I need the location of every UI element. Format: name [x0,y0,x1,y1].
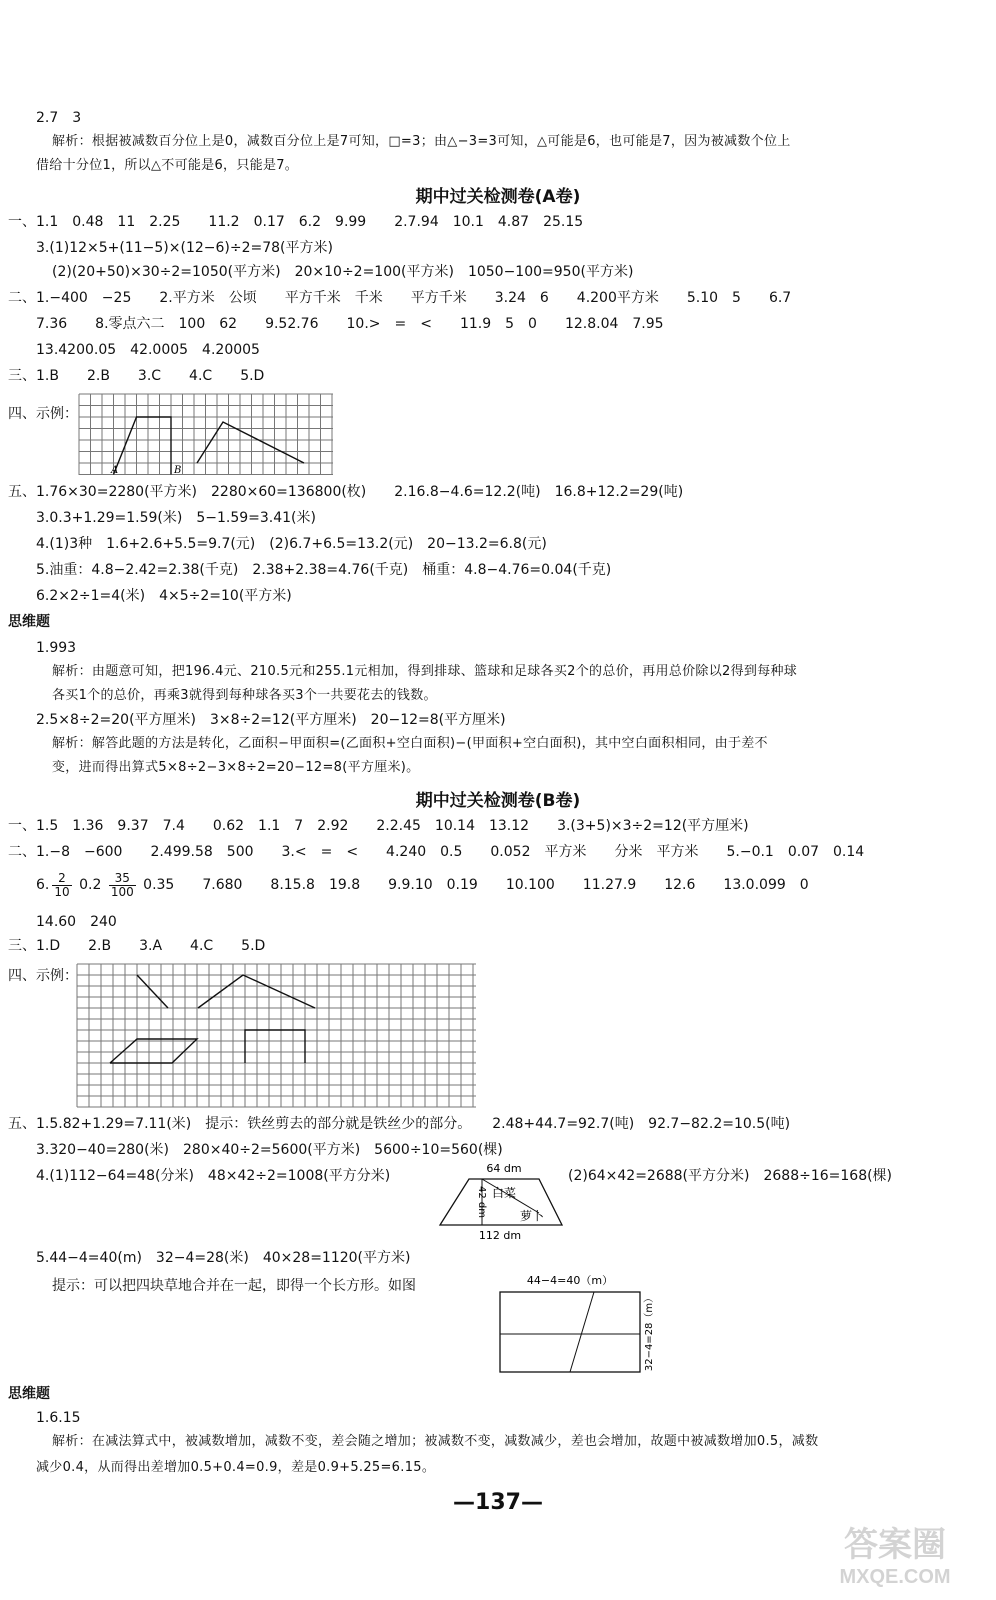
trapezoid-shape [245,1030,305,1063]
answer-line: 6.2×2÷1=4(米) 4×5÷2=10(平方米) [36,588,292,604]
slanted-divider [570,1292,594,1372]
hint-line: 提示：可以把四块草地合并在一起，即得一个长方形。如图 [52,1278,416,1294]
answer-line: 7.36 8.零点六二 100 62 9.52.76 10.> = < 11.9 5 0 12.8.04 7.95 [36,316,664,332]
explanation-line: 解析：在减法算式中，被减数增加，减数不变，差会随之增加；被减数不变，减数减少，差也会增加，故题中被减数增加0.5，减数 [52,1434,819,1449]
fraction: $\frac{35}{100}$ [110,870,134,899]
answer-line: 3.320−40=280(米) 280×40÷2=5600(平方米) 5600÷10=560(棵) [36,1142,503,1158]
page-number: —137— [453,1490,543,1515]
answer-line: (2)(20+50)×30÷2=1050(平方米) 20×10÷2=100(平方米) 1050−100=950(平方米) [52,264,634,280]
answer-line: 三、1.D 2.B 3.A 4.C 5.D [8,938,266,954]
rectangle-side-label: 32−4=28（m） [644,1292,655,1372]
answer-line: 2.5×8÷2=20(平方厘米) 3×8÷2=12(平方厘米) 20−12=8(平方厘米) [36,712,506,728]
trapezoid-bottom-label: 112 dm [478,1229,522,1242]
answer-line: 1.6.15 [36,1410,81,1426]
answer-line: 5.44−4=40(m) 32−4=28(米) 40×28=1120(平方米) [36,1250,411,1266]
item-prefix: 6. [36,877,50,893]
thinking-heading: 思维题 [8,614,50,630]
fraction: $\frac{2}{10}$ [54,870,70,899]
explanation-line: 变，进而得出算式5×8÷2−3×8÷2=20−12=8(平方厘米)。 [52,760,420,775]
answer-line: 5.油重：4.8−2.42=2.38(千克) 2.38+2.38=4.76(千克) 桶重：4.8−4.76=0.04(千克) [36,562,612,578]
label-b: B [174,465,182,476]
answer-line: 五、1.5.82+1.29=7.11(米) 提示：铁丝剪去的部分就是铁丝少的部分。 2.48+44.7=92.7(吨) 92.7−82.2=10.5(吨) [8,1116,791,1132]
line-rest: 0.35 7.680 8.15.8 19.8 9.9.10 0.19 10.100 11.27.9 12.6 13.0.099 0 [143,877,809,893]
answer-line: 四、示例： [8,406,78,422]
segment-shape [137,975,168,1008]
rectangle-top-label: 44−4=40（m） [526,1274,614,1287]
answer-line: 3.(1)12×5+(11−5)×(12−6)÷2=78(平方米) [36,240,333,256]
rectangle-diagram [494,1272,664,1376]
trapezoid-height-label: 42 dm [476,1186,487,1218]
label-a: A [111,465,119,476]
decimal-value: 0.2 [79,877,102,893]
answer-line: 二、1.−8 −600 2.499.58 500 3.< = < 4.240 0.5 0.052 平方米 分米 平方米 5.−0.1 0.07 0.14 [8,844,865,860]
grid-figure-a [78,393,334,477]
answer-line: 1.993 [36,640,77,656]
answer-line: 一、1.5 1.36 9.37 7.4 0.62 1.1 7 2.92 2.2.45 10.14 13.12 3.(3+5)×3÷2=12(平方厘米) [8,818,749,834]
answer-line: 三、1.B 2.B 3.C 4.C 5.D [8,368,265,384]
answer-line: 2.7 3 [36,110,82,126]
explanation-line: 借给十分位1，所以△不可能是6，只能是7。 [36,158,299,173]
watermark-logo: 答案圈 MXQE.COM [839,1525,951,1588]
rectangle-shape [500,1292,640,1372]
answer-line: 二、1.−400 −25 2.平方米 公顷 平方千米 千米 平方千米 3.24 6 4.200平方米 5.10 5 6.7 [8,290,792,306]
answer-line: (2)64×42=2688(平方分米) 2688÷16=168(棵) [568,1168,893,1184]
trapezoid-diagram [436,1161,566,1243]
cabbage-label: 白菜 [491,1186,517,1200]
radish-label: 萝卜 [519,1209,545,1223]
answer-line: 五、1.76×30=2280(平方米) 2280×60=136800(枚) 2.16.8−4.6=12.2(吨) 16.8+12.2=29(吨) [8,484,684,500]
answer-line-fractions [36,868,809,902]
trapezoid-top-label: 64 dm [486,1162,522,1175]
answer-line: 13.4200.05 42.0005 4.20005 [36,342,260,358]
explanation-line: 减少0.4，从而得出差增加0.5+0.4=0.9，差是0.9+5.25=6.15。 [36,1460,436,1475]
answer-line: 四、示例： [8,968,78,984]
answer-line: 3.0.3+1.29=1.59(米) 5−1.59=3.41(米) [36,510,316,526]
section-title-b: 期中过关检测卷(B卷) [415,791,581,811]
trapezoid-shape [114,417,172,475]
section-title-a: 期中过关检测卷(A卷) [415,187,581,207]
explanation-line: 解析：解答此题的方法是转化，乙面积−甲面积=(乙面积+空白面积)−(甲面积+空白面积)，其中空白面积相同，由于差不 [52,736,768,751]
explanation-line: 解析：根据被减数百分位上是0，减数百分位上是7可知，□=3；由△−3=3可知，△可能是6，也可能是7，因为被减数个位上 [52,134,791,149]
explanation-line: 各买1个的总价，再乘3就得到每种球各买3个一共要花去的钱数。 [52,688,437,703]
explanation-line: 解析：由题意可知，把196.4元、210.5元和255.1元相加，得到排球、篮球和足球各买2个的总价，再用总价除以2得到每种球 [52,664,798,679]
thinking-heading: 思维题 [8,1386,50,1402]
answer-line: 4.(1)3种 1.6+2.6+5.5=9.7(元) (2)6.7+6.5=13.2(元) 20−13.2=6.8(元) [36,536,547,552]
answer-line: 4.(1)112−64=48(分米) 48×42÷2=1008(平方分米) [36,1168,391,1184]
answer-line: 14.60 240 [36,914,117,930]
grid-figure-b [76,963,478,1109]
answer-line: 一、1.1 0.48 11 2.25 11.2 0.17 6.2 9.99 2.7.94 10.1 4.87 25.15 [8,214,584,230]
parallelogram-shape [110,1039,197,1063]
